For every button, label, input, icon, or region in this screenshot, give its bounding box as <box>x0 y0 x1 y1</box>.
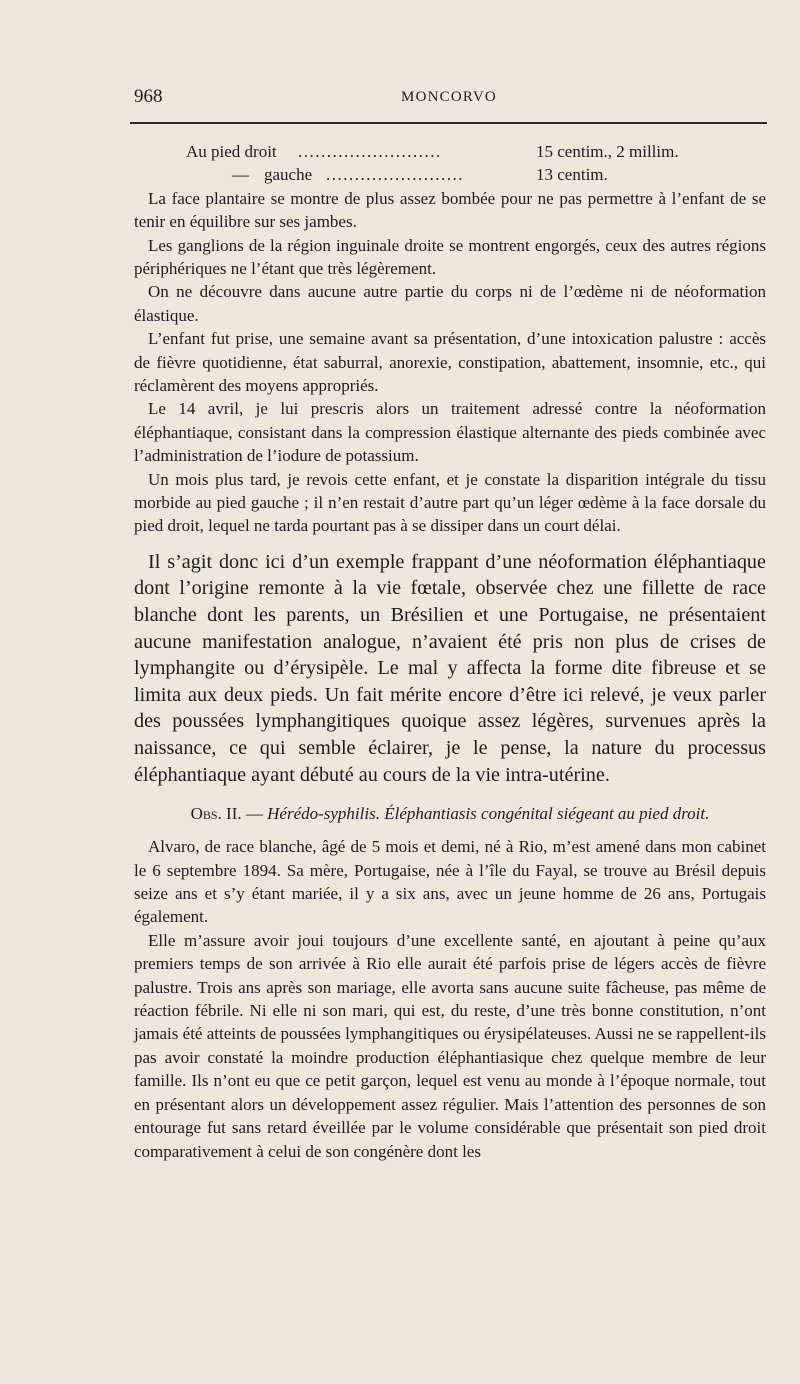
observation-heading <box>134 802 766 825</box>
paragraph: Un mois plus tard, je revois cette enfant, et je constate la disparition intégrale du tissu morbide au pied gauche ; il n’en restait d’autre part qu’un léger œdème à la face dorsale du pied droit, lequel ne tarda pourtant pas à se dissiper dans un court délai. <box>134 469 766 536</box>
page-number: 968 <box>134 86 163 107</box>
small-print-section <box>134 140 766 538</box>
observation-dash: — <box>245 804 263 824</box>
ditto-dash: — <box>232 165 249 185</box>
page-header <box>134 86 764 110</box>
paragraph: Le 14 avril, je lui prescris alors un traitement adressé contre la néoformation éléphantiaque, consistant dans la compression élastique alternante des pieds combinée avec l’administration de l’iodure de potassium. <box>134 399 766 466</box>
body-text <box>134 140 766 1163</box>
observation-label: Obs. II. <box>190 804 242 824</box>
running-head: MONCORVO <box>401 89 497 105</box>
measurement-row-left-foot <box>134 163 766 186</box>
measurement-label: gauche <box>264 165 313 185</box>
paragraph: Alvaro, de race blanche, âgé de 5 mois et demi, né à Rio, m’est amené dans mon cabinet le 6 septembre 1894. Sa mère, Portugaise, née à l’île du Fayal, se trouve au Brésil depuis seize ans et s’y étant mariée, il y a six ans, avec un jeune homme de 26 ans, Portugais également. <box>134 837 766 927</box>
measurement-row-right-foot <box>134 140 766 163</box>
leader-dots: ......................... <box>298 142 442 161</box>
observation-title: Hérédo-syphilis. Éléphantiasis congénital siégeant au pied droit. <box>267 804 710 824</box>
paragraph: L’enfant fut prise, une semaine avant sa présentation, d’une intoxication palustre : accès de fièvre quotidienne, état saburral, anorexie, constipation, abattement, insomnie, etc., qui réclamèrent des moyens appropriés. <box>134 329 766 396</box>
paragraph: On ne découvre dans aucune autre partie du corps ni de l’œdème ni de néoformation élastique. <box>134 282 766 325</box>
paragraph: Elle m’assure avoir joui toujours d’une excellente santé, en ajoutant à peine qu’aux premiers temps de son arrivée à Rio elle aurait été parfois prise de légers accès de fièvre palustre. Trois ans après son mariage, elle avorta sans aucune suite fâcheuse, pas même de réaction fébrile. Ni elle ni son mari, qui est, du reste, d’une très bonne constitution, n’ont jamais été atteints de poussées lymphangitiques ou érysipélateuses. Aussi ne se rappellent-ils pas avoir constaté la moindre production éléphantiasique chez quelque membre de leur famille. Ils n’ont eu que ce petit garçon, lequel est venu au monde à l’époque normale, tout en présentant alors un développement assez régulier. Mais l’attention des personnes de son entourage fut sans retard éveillée par le volume considérable que présentait son pied droit comparativement à celui de son congénère dont les <box>134 930 766 1161</box>
measurement-value: 13 centim. <box>536 165 608 185</box>
measurement-value: 15 centim., 2 millim. <box>536 142 679 161</box>
commentary-paragraph: Il s’agit donc ici d’un exemple frappant d’une néoformation éléphantiaque dont l’origine remonte à la vie fœtale, observée chez une fillette de race blanche dont les parents, un Brésilien et une Portugaise, ne présentaient aucune manifestation analogue, n’avaient été pris non plus de crises de lymphangite ou d’érysipèle. Le mal y affecta la forme dite fibreuse et se limita aux deux pieds. Un fait mérite encore d’être ici relevé, je veux parler des poussées lymphangitiques quoique assez légères, survenues après la naissance, ce qui semble éclairer, je le pense, la nature du processus éléphantiaque ayant débuté au cours de la vie intra-utérine. <box>134 550 766 786</box>
measurement-label: Au pied droit <box>186 142 277 161</box>
header-rule <box>130 122 767 124</box>
paragraph: La face plantaire se montre de plus assez bombée pour ne pas permettre à l’enfant de se tenir en équilibre sur ses jambes. <box>134 188 766 232</box>
paragraph: Les ganglions de la région inguinale droite se montrent engorgés, ceux des autres régions périphériques ne l’étant que très légèrement. <box>134 235 766 278</box>
commentary-section <box>134 549 766 788</box>
leader-dots: ........................ <box>326 165 464 185</box>
observation-body <box>134 835 766 1163</box>
